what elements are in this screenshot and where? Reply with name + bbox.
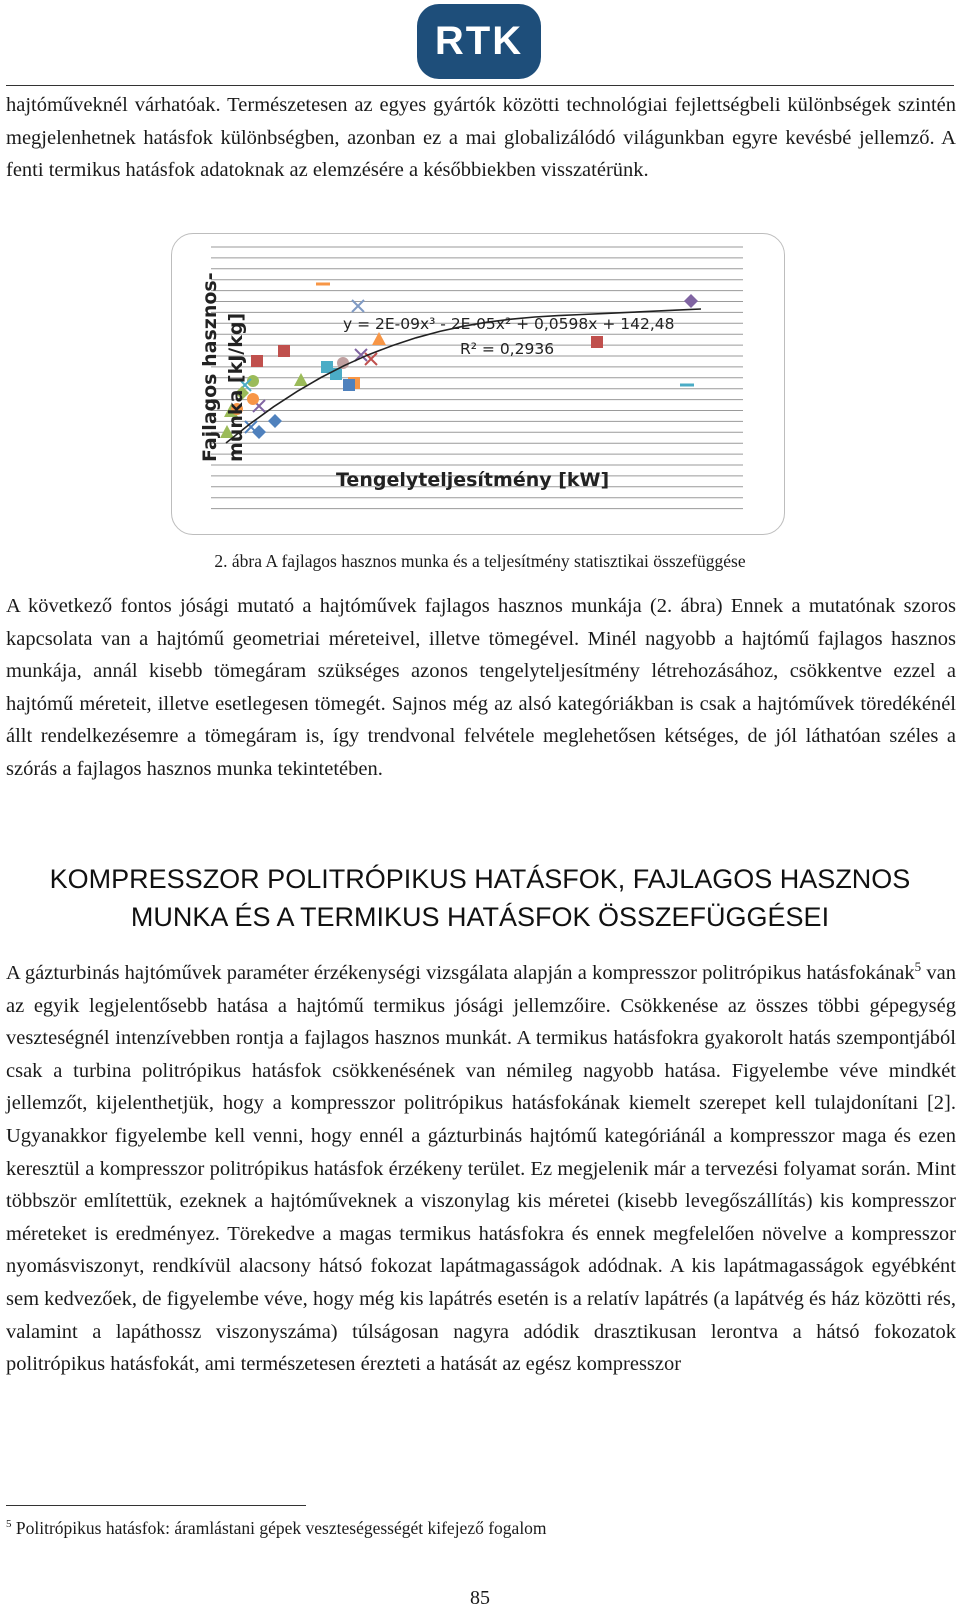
chart-point — [680, 384, 694, 387]
chart-points — [220, 283, 698, 440]
section-heading-line1: KOMPRESSZOR POLITRÓPIKUS HATÁSFOK, FAJLAGOS HASZNOS — [49, 864, 911, 894]
paragraph-compressor-rest: van az egyik legjelentősebb hatása a hajtómű termikus jósági jellemzőire. Csökkenése az összes többi gépegység veszteségnél intenzívebben rontja a fajlagos hasznos munkát. A termikus hatásfokra gyakorolt hatás szempontjából csak a turbina politrópikus hatásfok csökkenésének van némileg nagyobb hatása. Figyelembe véve mindkét jellemzőt, kijelenthetjük, hogy a kompresszor politrópikus hatásfokának kiemelt szerepet kell tulajdonítani [2]. Ugyanakkor figyelembe kell venni, hogy ennél a gázturbinás hajtómű kategóriánál a kompresszor maga és ezen keresztül a kompresszor politrópikus hatásfok érzékeny terület. Ez megjelenik már a tervezési folyamat során. Mint többször említettük, ezeknek a hajtóműveknek a viszonylag kis méretei (kisebb levegőszállítás) kis kompresszor méreteket is eredményez. Törekedve a magas termikus hatásfokra és ennek megfelelően növelve a kompresszor nyomásviszonyt, rendkívül alacsony hátsó fokozat lapátmagasságok adódnak. A kis lapátmagasságok egyébként sem kedvezőek, de figyelembe véve, hogy még kis lapátrés esetén is a relatív lapátrés (a lapátvég és ház közötti rés, valamint a lapáthossz viszonyszáma) túlságosan nagyra adódik drasztikusan lerontva a hátsó fokozatok politrópikus hatásfokát, ami természetesen érezteti a hatását az egész kompresszor — [6, 962, 956, 1376]
chart-point — [337, 357, 349, 369]
footnote-number: 5 — [6, 1518, 12, 1531]
logo-text: RTK — [434, 19, 524, 63]
figure-caption: 2. ábra A fajlagos hasznos munka és a teljesítmény statisztikai összefüggése — [214, 551, 746, 571]
chart-point — [316, 283, 330, 286]
rtk-logo — [417, 4, 541, 79]
chart-point — [268, 414, 282, 428]
footnote-reference[interactable]: 5 — [914, 959, 922, 975]
chart-point — [591, 336, 603, 348]
footnote-rule — [6, 1505, 306, 1506]
section-heading — [0, 860, 960, 936]
footnote — [6, 1517, 547, 1539]
chart-point — [278, 345, 290, 357]
chart-point — [252, 425, 266, 439]
specific-work-scatter-chart — [171, 233, 785, 535]
trendline-r-squared: R² = 0,2936 — [460, 340, 555, 358]
chart-y-axis-label-line2: munka [kJ/kg] — [225, 312, 247, 462]
paragraph-intro: hajtóműveknél várhatóak. Természetesen az egyes gyártók közötti technológiai fejlettségbeli különbségek szintén megjelenhetnek hatásfok különbségben, azonban ez a mai globalizálódó világunkban egyre kevésbé jellemző. A fenti termikus hatásfok adatoknak az elemzésére a későbbiekben visszatérünk. — [6, 94, 956, 182]
trendline-equation: y = 2E-09x³ - 2E-05x² + 0,0598x + 142,48 — [343, 315, 675, 333]
chart-x-axis-label: Tengelyteljesítmény [kW] — [336, 469, 610, 491]
chart-point — [294, 373, 308, 386]
chart-point — [321, 361, 333, 373]
chart-point — [251, 355, 263, 367]
paragraph-compressor-start: A gázturbinás hajtóművek paraméter érzékenységi vizsgálata alapján a kompresszor politrópikus hatásfokának — [6, 962, 915, 984]
page-number: 85 — [470, 1587, 490, 1609]
chart-y-axis-label-line1: Fajlagos hasznos- — [199, 272, 221, 462]
chart-point — [684, 294, 698, 308]
section-heading-line2: MUNKA ÉS A TERMIKUS HATÁSFOK ÖSSZEFÜGGÉSEI — [130, 902, 830, 932]
chart-point — [247, 393, 259, 405]
footnote-text: Politrópikus hatásfok: áramlástani gépek veszteségességét kifejező fogalom — [11, 1518, 547, 1538]
paragraph-specific-work: A következő fontos jósági mutató a hajtóművek fajlagos hasznos munkája (2. ábra) Ennek a mutatónak szoros kapcsolata van a hajtómű geometriai méreteivel, illetve tömegével. Minél nagyobb a hajtómű fajlagos hasznos munkája, annál kisebb tömegáram szükséges azonos tengelyteljesítmény létrehozásához, csökkentve ezzel a hajtómű méreteit, illetve esetlegesen tömegét. Sajnos még az alsó kategóriákban is csak a hajtóművek töredékénél állt rendelkezésemre a tömegáram is, így trendvonal felvétele meglehetősen kétséges, de jól láthatóan széles a szórás a fajlagos hasznos munka tekintetében. — [6, 595, 956, 780]
paragraph-compressor — [6, 957, 956, 1381]
chart-point — [343, 379, 355, 391]
header-rule — [6, 85, 954, 86]
